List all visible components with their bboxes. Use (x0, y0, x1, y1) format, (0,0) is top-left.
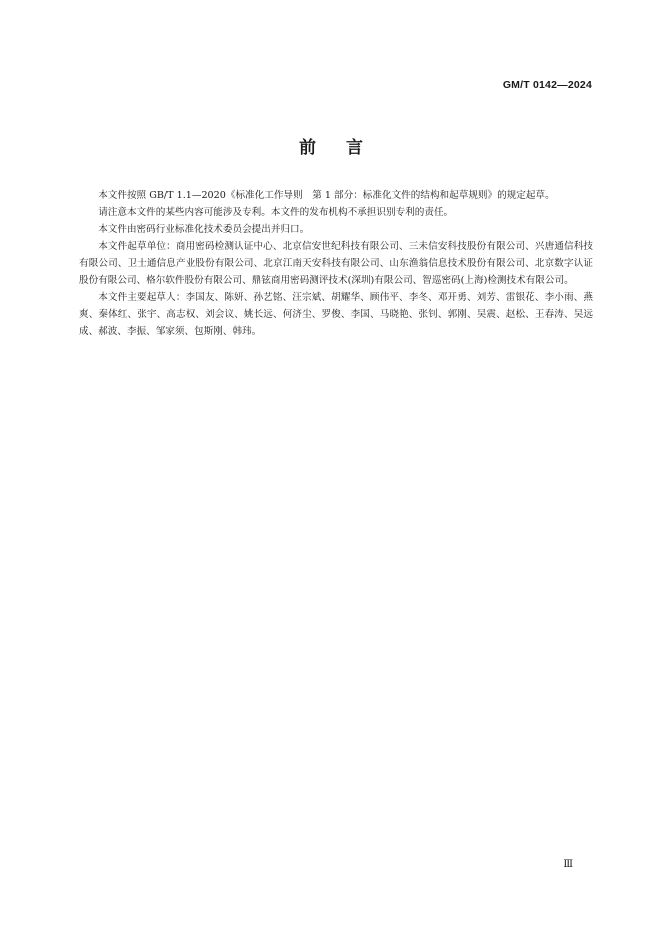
paragraph-drafting-organizations: 本文件起草单位：商用密码检测认证中心、北京信安世纪科技有限公司、三未信安科技股份有限公司、兴唐通信科技有限公司、卫士通信息产业股份有限公司、北京江南天安科技有限公司、山东渔翁信息技术股份有限公司、北京数字认证股份有限公司、格尔软件股份有限公司、鼎铉商用密码测评技术(深圳)有限公司、智巡密码(上海)检测技术有限公司。 (79, 241, 593, 286)
page-number: Ⅲ (563, 859, 574, 870)
document-code: GM/T 0142—2024 (502, 79, 592, 91)
paragraph-main-drafters: 本文件主要起草人：李国友、陈妍、孙艺铭、汪宗斌、胡耀华、顾伟平、李冬、邓开勇、刘芳、雷银花、李小雨、燕爽、秦体红、张宇、高志权、刘会议、姚长远、何济尘、罗俊、李国、马晓艳、张钊、郭刚、吴震、赵松、王春涛、吴远成、郝波、李振、邹家须、包斯刚、韩玮。 (79, 292, 593, 337)
paragraph-proposer: 本文件由密码行业标准化技术委员会提出并归口。 (98, 224, 310, 235)
page-title: 前言 (299, 138, 393, 158)
paragraph-patent-notice: 请注意本文件的某些内容可能涉及专利。本文件的发布机构不承担识别专利的责任。 (98, 207, 454, 218)
paragraph-drafting-rules: 本文件按照 GB/T 1.1—2020《标准化工作导则 第 1 部分：标准化文件的结构和起草规则》的规定起草。 (98, 190, 555, 201)
foreword-body (79, 187, 593, 340)
